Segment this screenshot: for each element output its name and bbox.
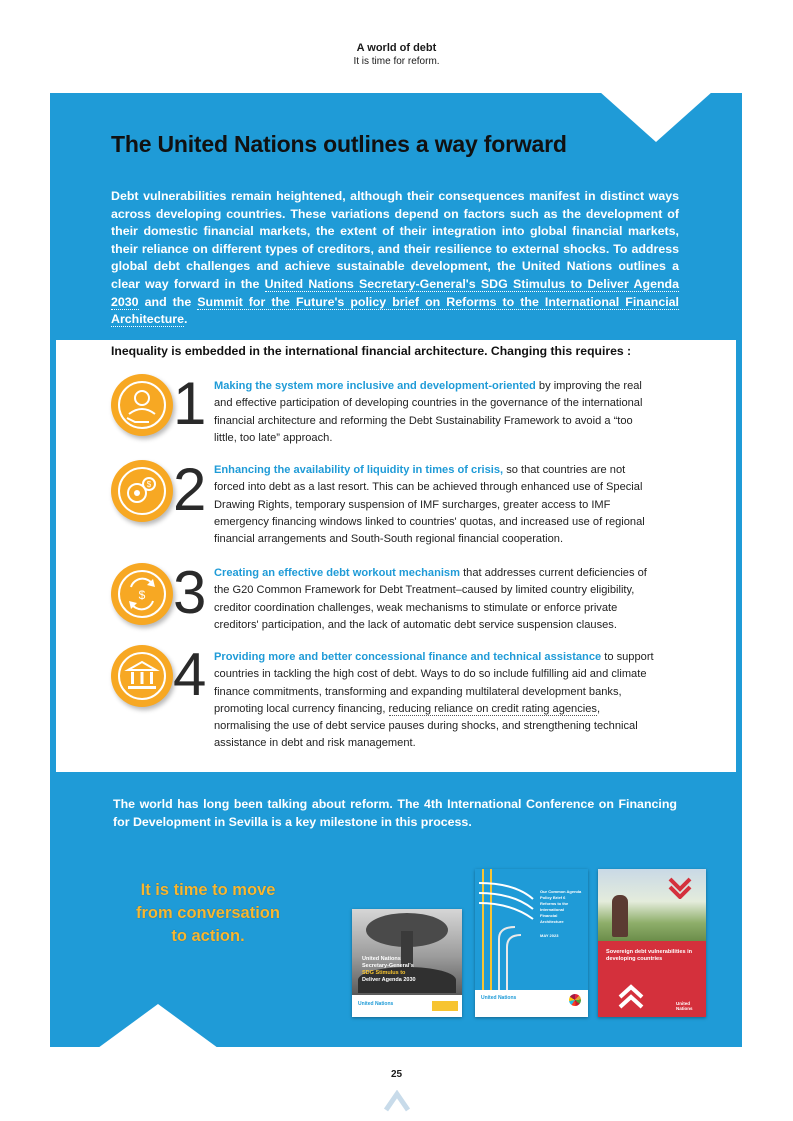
list-item-2 xyxy=(111,458,671,548)
item-lead-2: Enhancing the availability of liquidity in times of crisis, xyxy=(214,464,504,476)
reform-paragraph: The world has long been talking about reform. The 4th International Conference on Financing for Development in Sevilla is a key milestone in this process. xyxy=(113,797,677,829)
bank-icon xyxy=(111,645,173,707)
debt-report-cover[interactable] xyxy=(598,869,706,1017)
item-number-1: 1 xyxy=(173,370,207,437)
chevron-up-icon xyxy=(618,983,644,1009)
list-item-4 xyxy=(111,641,671,755)
running-header xyxy=(0,42,793,68)
inclusion-icon xyxy=(111,374,173,436)
intro-paragraph xyxy=(111,188,679,329)
item-body-4b: , normalising the use of debt service pauses during shocks, and strengthening technical assistance in debt and risk management. xyxy=(214,702,638,750)
cta-line-3: to action. xyxy=(171,927,245,945)
header-subtitle: It is time for reform. xyxy=(353,56,440,67)
page-number: 25 xyxy=(390,1069,403,1080)
header-title: A world of debt xyxy=(356,42,437,54)
cover-title: Our Common Agenda Policy Brief 6 Reforms to the International Financial Architecture MAY 2023 xyxy=(540,889,582,938)
item-body-1: by improving the real and effective participation of developing countries in the governance of the international financial architecture and reforming the Debt Sustainability Framework to avoid a “too little, too late” approach. xyxy=(214,380,643,444)
intro-mid: and the xyxy=(138,294,198,309)
item-number-3: 3 xyxy=(173,559,207,626)
item-body-3: that addresses current deficiencies of the G20 Common Framework for Debt Treatment–caused by limited country eligibility, creditor coordination challenges, weak mechanisms to stimulate or enforce private creditors' participation, and the lack of automatic debt service suspension clauses. xyxy=(214,567,647,631)
item-lead-4: Providing more and better concessional finance and technical assistance xyxy=(214,651,602,663)
sdg-stimulus-cover[interactable] xyxy=(352,909,462,1017)
item-text-4 xyxy=(214,649,654,753)
panel-side-right xyxy=(736,336,742,776)
sdg-wheel-icon xyxy=(569,994,581,1006)
item-text-1 xyxy=(214,378,654,447)
policy-brief-cover[interactable] xyxy=(475,869,588,1017)
item-lead-3: Creating an effective debt workout mechanism xyxy=(214,567,460,579)
liquidity-icon xyxy=(111,460,173,522)
debt-workout-icon xyxy=(111,563,173,625)
un-logo-label: United Nations xyxy=(358,1001,394,1007)
item-number-4: 4 xyxy=(173,641,207,708)
sdg-tag xyxy=(432,1001,458,1011)
intro-text: Debt vulnerabilities remain heightened, although their consequences manifest in distinct ways across developing countries. These variations depend on factors such as the development of their domestic financial markets, the extent of their integration into global financial markets, their reliance on different types of creditors, and their resilience to external shocks. To address global debt challenges and achieve sustainable development, the United Nations outlines a clear way forward in the xyxy=(111,189,679,291)
list-item-3 xyxy=(111,561,671,641)
sdg-stimulus-link[interactable]: United Nations Secretary-General's SDG Stimulus to Deliver Agenda 2030 xyxy=(111,276,679,309)
item-body-2: so that countries are not forced into debt as a last resort. This can be achieved through enhanced use of Special Drawing Rights, temporary suspension of IMF surcharges, greater access to IMF emergency financing windows linked to countries' quotas, and increased use of regional financial arrangements and South-South regional financial cooperation. xyxy=(214,464,645,546)
cta-line-1: It is time to move xyxy=(140,881,276,899)
item-lead-1: Making the system more inclusive and development-oriented xyxy=(214,380,536,392)
svg-text:$: $ xyxy=(138,588,146,602)
cover-title: Sovereign debt vulnerabilities in developing countries xyxy=(606,949,693,962)
call-to-action xyxy=(113,879,303,948)
cover-title: United Nations Secretary-General's SDG Stimulus to Deliver Agenda 2030 xyxy=(362,956,416,983)
inequality-heading: Inequality is embedded in the international financial architecture. Changing this requires : xyxy=(111,344,632,358)
item-number-2: 2 xyxy=(173,456,207,523)
item-text-2 xyxy=(214,462,654,548)
un-logo-label: United Nations xyxy=(481,995,517,1001)
item-body-4a: to support countries in tackling the high cost of debt. Ways to do so include fulfilling aid and climate finance commitments, transforming and expanding multilateral development banks, promoting local currency financing, xyxy=(214,651,654,715)
chevron-up-icon xyxy=(384,1090,410,1112)
intro-end: . xyxy=(184,312,188,327)
svg-text:$: $ xyxy=(146,480,152,489)
page-title: The United Nations outlines a way forward xyxy=(111,131,567,157)
chevron-icon xyxy=(668,875,692,899)
rating-agencies-link[interactable]: reducing reliance on credit rating agencies xyxy=(388,702,597,715)
item-text-3 xyxy=(214,565,654,634)
list-item-1 xyxy=(111,370,671,454)
un-logo-label: United Nations xyxy=(676,1001,693,1011)
policy-brief-link[interactable]: Summit for the Future's policy brief on Reforms to the International Financial Architecture xyxy=(111,294,679,327)
cta-line-2: from conversation xyxy=(136,904,280,922)
panel-side-left xyxy=(50,336,56,776)
